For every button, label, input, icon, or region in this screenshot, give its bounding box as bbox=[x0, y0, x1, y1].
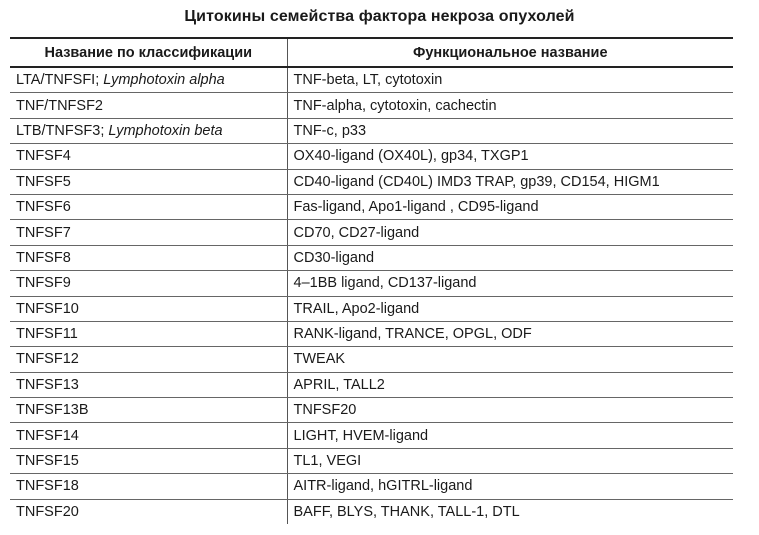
header-classification-name: Название по классификации bbox=[10, 38, 287, 67]
classification-name-cell bbox=[10, 245, 287, 270]
table-row bbox=[10, 220, 733, 245]
classification-name-cell bbox=[10, 144, 287, 169]
functional-name-cell: TWEAK bbox=[287, 347, 733, 372]
classification-name-cell bbox=[10, 398, 287, 423]
table-row bbox=[10, 474, 733, 499]
functional-name-cell: AITR-ligand, hGITRL-ligand bbox=[287, 474, 733, 499]
functional-name-cell: TNF-alpha, cytotoxin, cachectin bbox=[287, 93, 733, 118]
table-row bbox=[10, 321, 733, 346]
table-row bbox=[10, 347, 733, 372]
classification-name-cell bbox=[10, 372, 287, 397]
classification-name-cell bbox=[10, 194, 287, 219]
table-row bbox=[10, 169, 733, 194]
functional-name-cell: LIGHT, HVEM-ligand bbox=[287, 423, 733, 448]
classification-name: TNFSF13 bbox=[16, 376, 79, 393]
functional-name-cell: OX40-ligand (OX40L), gp34, TXGP1 bbox=[287, 144, 733, 169]
classification-name: TNFSF18 bbox=[16, 478, 79, 495]
table-header bbox=[10, 38, 733, 67]
classification-name: TNFSF12 bbox=[16, 351, 79, 368]
page-title: Цитокины семейства фактора некроза опухолей bbox=[184, 8, 575, 25]
functional-name-cell: TL1, VEGI bbox=[287, 448, 733, 473]
classification-name-cell bbox=[10, 321, 287, 346]
classification-name: TNFSF20 bbox=[16, 503, 79, 520]
classification-name-latin: Lymphotoxin beta bbox=[108, 122, 223, 139]
classification-name: TNFSF13B bbox=[16, 402, 89, 419]
classification-name-cell bbox=[10, 93, 287, 118]
classification-name-cell bbox=[10, 220, 287, 245]
classification-name: TNFSF15 bbox=[16, 453, 79, 470]
classification-name: LTB/TNFSF3; bbox=[16, 122, 109, 139]
table-row bbox=[10, 296, 733, 321]
table-body bbox=[10, 67, 733, 524]
classification-name: TNFSF11 bbox=[16, 326, 78, 343]
classification-name-cell bbox=[10, 474, 287, 499]
table-row bbox=[10, 144, 733, 169]
classification-name: TNFSF14 bbox=[16, 427, 79, 444]
table-row bbox=[10, 372, 733, 397]
table-row bbox=[10, 448, 733, 473]
classification-name: TNFSF8 bbox=[16, 249, 71, 266]
classification-name-cell bbox=[10, 296, 287, 321]
functional-name-cell: TNFSF20 bbox=[287, 398, 733, 423]
functional-name-cell: 4–1BB ligand, CD137-ligand bbox=[287, 271, 733, 296]
table-row bbox=[10, 271, 733, 296]
functional-name-cell: RANK-ligand, TRANCE, OPGL, ODF bbox=[287, 321, 733, 346]
classification-name-cell bbox=[10, 347, 287, 372]
functional-name-cell: CD70, CD27-ligand bbox=[287, 220, 733, 245]
classification-name: TNFSF5 bbox=[16, 173, 71, 190]
classification-name: TNFSF10 bbox=[16, 300, 79, 317]
classification-name: LTA/TNFSFI; bbox=[16, 72, 104, 89]
classification-name-cell bbox=[10, 448, 287, 473]
classification-name-cell bbox=[10, 67, 287, 93]
table-row bbox=[10, 93, 733, 118]
table-row bbox=[10, 398, 733, 423]
functional-name-cell: CD40-ligand (CD40L) IMD3 TRAP, gp39, CD154, HIGM1 bbox=[287, 169, 733, 194]
table-row bbox=[10, 118, 733, 143]
table-row bbox=[10, 423, 733, 448]
classification-name-cell bbox=[10, 499, 287, 524]
classification-name-cell bbox=[10, 169, 287, 194]
functional-name-cell: BAFF, BLYS, THANK, TALL-1, DTL bbox=[293, 503, 520, 520]
functional-name-cell: CD30-ligand bbox=[287, 245, 733, 270]
classification-name-cell bbox=[10, 271, 287, 296]
classification-name-latin: Lymphotoxin alpha bbox=[103, 72, 225, 89]
header-functional-name: Функциональное название bbox=[412, 44, 608, 61]
table-row bbox=[10, 499, 733, 524]
functional-name-cell: APRIL, TALL2 bbox=[287, 372, 733, 397]
classification-name: TNFSF4 bbox=[16, 148, 71, 165]
functional-name-cell: Fas-ligand, Apo1-ligand , CD95-ligand bbox=[287, 194, 733, 219]
classification-name: TNFSF6 bbox=[16, 199, 71, 216]
classification-name: TNFSF7 bbox=[16, 224, 71, 241]
classification-name-cell bbox=[10, 118, 287, 143]
header-row bbox=[10, 38, 733, 67]
table-row bbox=[10, 245, 733, 270]
functional-name-cell: TRAIL, Apo2-ligand bbox=[287, 296, 733, 321]
functional-name-cell: TNF-beta, LT, cytotoxin bbox=[287, 67, 733, 93]
functional-name-cell: TNF-c, p33 bbox=[287, 118, 733, 143]
classification-name: TNFSF9 bbox=[16, 275, 71, 292]
classification-name-cell bbox=[10, 423, 287, 448]
classification-name: TNF/TNFSF2 bbox=[16, 97, 103, 114]
table-row bbox=[10, 67, 733, 93]
table-row bbox=[10, 194, 733, 219]
tnf-cytokines-table bbox=[10, 37, 733, 524]
